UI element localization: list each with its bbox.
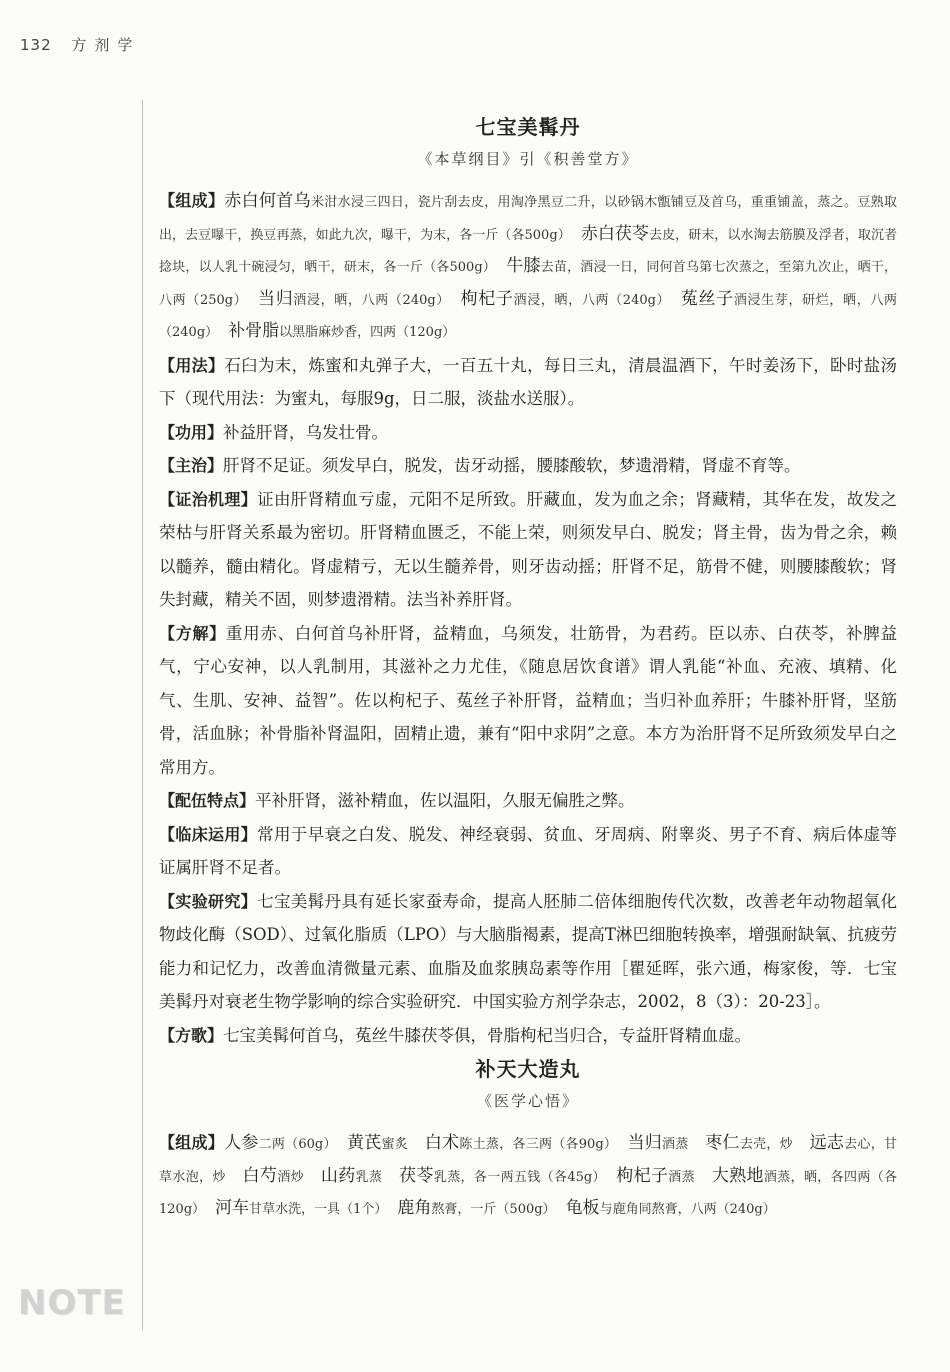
herb-note: 二两（60g） (258, 1137, 331, 1152)
formula-title: 七宝美髯丹 (475, 115, 581, 139)
composition-list (159, 1133, 897, 1217)
section-text: 重用赤、白何首乌补肝肾，益精血，乌须发，壮筋骨，为君药。臣以赤、白茯苓，补脾益气，宁心安神，以人乳制用，其滋补之力尤佳，《随息居饮食谱》谓人乳能“补血、充液、填精、化气、生肌、安神、益智”。佐以枸杞子、菟丝子补肝肾，益精血；当归补血养肝；牛膝补肝肾，坚筋骨，活血脉；补骨脂补肾温阳，固精止遗，兼有“阳中求阴”之意。本方为治肝肾不足所致须发早白之常用方。 (159, 623, 897, 777)
section-text: 平补肝肾，滋补精血，佐以温阳，久服无偏胜之弊。 (255, 791, 635, 810)
formula-sections (159, 349, 897, 1053)
book-title: 方剂学 (71, 36, 141, 54)
section-label: 【实验研究】 (159, 891, 258, 911)
section-text: 肝肾不足证。须发早白，脱发，齿牙动摇，腰膝酸软，梦遗滑精，肾虚不育等。 (223, 456, 801, 475)
herb-name: 河车 (215, 1198, 250, 1218)
herb-name: 赤白茯苓 (580, 223, 650, 244)
composition-section (159, 186, 897, 349)
herb-note: 酒炒 (277, 1169, 305, 1185)
herb-note: 乳蒸 (355, 1169, 383, 1185)
formula-section (159, 818, 897, 885)
page-content (159, 110, 897, 1226)
formula-source: 《本草纲目》引《积善堂方》 (417, 150, 639, 168)
herb-name: 补骨脂 (228, 321, 280, 341)
page-number: 132 (20, 36, 52, 54)
herb-note: 去苗，酒浸一日，同何首乌第七次蒸之，至第九次止，晒干，八两（250g） (159, 260, 898, 308)
herb-name: 当归 (627, 1133, 662, 1153)
section-text: 七宝美髯何首乌，菟丝牛膝茯苓俱，骨脂枸杞当归合，专益肝肾精血虚。 (223, 1025, 752, 1045)
herb-name: 白术 (424, 1133, 460, 1153)
section-label: 【方歌】 (159, 1025, 224, 1045)
herb-note: 去心，甘草水泡，炒 (159, 1137, 897, 1185)
herb-name: 山药 (320, 1165, 356, 1186)
herb-note: 酒浸，晒，八两（240g） (293, 292, 444, 308)
note-watermark: NOTE (18, 1283, 126, 1323)
section-label: 【功用】 (159, 422, 224, 442)
herb-name: 龟板 (565, 1198, 600, 1218)
section-text: 七宝美髯丹具有延长家蚕寿命，提高人胚肺二倍体细胞传代次数，改善老年动物超氧化物歧化酶（SOD）、过氧化脂质（LPO）与大脑脂褐素，提高T淋巴细胞转换率，增强耐缺氧、抗疲劳能力和记忆力，改善血清微量元素、血脂及血浆胰岛素等作用［瞿延晖，张六通，梅家俊，等．七宝美髯丹对衰老生物学影响的综合实验研究．中国实验方剂学杂志，2002，8（3）：20-23］。 (159, 891, 897, 1011)
herb-name: 白芍 (242, 1165, 278, 1186)
section-label: 【临床运用】 (159, 824, 258, 844)
herb-note: 酒蒸，晒，各四两（各120g） (159, 1169, 898, 1217)
herb-note: 酒浸，晒，八两（240g） (513, 292, 664, 308)
section-label: 【主治】 (159, 456, 224, 475)
formula-title: 补天大造丸 (475, 1057, 581, 1081)
herb-name: 枸杞子 (616, 1165, 669, 1186)
herb-name: 枸杞子 (460, 288, 514, 309)
herb-name: 当归 (258, 288, 294, 309)
herb-name: 远志 (809, 1133, 845, 1153)
herb-note: 以黑脂麻炒香，四两（120g） (279, 325, 449, 340)
herb-name: 黄芪 (347, 1133, 382, 1153)
herb-note: 乳蒸，各一两五钱（各45g） (433, 1169, 600, 1185)
formula-section (159, 784, 897, 818)
herb-note: 酒蒸 (661, 1137, 689, 1152)
herb-name: 人参 (224, 1133, 259, 1153)
herb-note: 陈土蒸，各三两（各90g） (459, 1137, 611, 1152)
formula-section (159, 617, 897, 785)
formula-section (159, 449, 897, 483)
herb-note: 去壳，炒 (739, 1137, 793, 1152)
section-label: 【组成】 (159, 1133, 225, 1152)
herb-name: 鹿角 (397, 1198, 432, 1218)
herb-name: 茯苓 (399, 1165, 434, 1186)
section-label: 【用法】 (159, 355, 225, 375)
page-header (20, 34, 140, 55)
composition-section (159, 1128, 897, 1226)
formula-section (159, 885, 897, 1019)
formula-section (159, 349, 897, 416)
formula-section (159, 416, 897, 450)
section-text: 补益肝肾，乌发壮骨。 (223, 422, 389, 442)
composition-list (159, 191, 897, 340)
formula-section (159, 1019, 897, 1053)
herb-note: 甘草水洗，一具（1个） (249, 1202, 381, 1217)
section-label: 【方解】 (159, 623, 226, 643)
herb-note: 蜜炙 (381, 1137, 409, 1152)
section-text: 证由肝肾精血亏虚，元阳不足所致。肝藏血，发为血之余；肾藏精，其华在发，故发之荣枯与肝肾关系最为密切。肝肾精血匮乏，不能上荣，则须发早白、脱发；肾主骨，齿为骨之余，赖以髓养，髓由精化。肾虚精亏，无以生髓养骨，则牙齿动摇；肝肾不足，筋骨不健，则腰膝酸软；肾失封藏，精关不固，则梦遗滑精。法当补养肝肾。 (159, 489, 897, 609)
herb-note: 酒蒸 (668, 1169, 695, 1185)
formula-section (159, 483, 897, 617)
herb-name: 大熟地 (711, 1165, 764, 1186)
herb-note: 酒浸生芽，研烂，晒，八两（240g） (159, 292, 898, 340)
section-label: 【证治机理】 (159, 489, 258, 509)
section-text: 常用于早衰之白发、脱发、神经衰弱、贫血、牙周病、附睾炎、男子不育、病后体虚等证属肝肾不足者。 (159, 824, 897, 877)
herb-name: 牛膝 (506, 256, 541, 276)
herb-note: 米泔水浸三四日，瓷片刮去皮，用淘净黑豆二升，以砂锅木甑铺豆及首乌，重重铺盖，蒸之。豆熟取出，去豆曝干，换豆再蒸，如此九次，曝干，为末，各一斤（各500g） (159, 195, 897, 243)
section-label: 【组成】 (159, 191, 225, 210)
herb-name: 赤白何首乌 (224, 191, 311, 211)
section-text: 石臼为末，炼蜜和丸弹子大，一百五十丸，每日三丸，清晨温酒下，午时姜汤下，卧时盐汤下（现代用法：为蜜丸，每服9g，日二服，淡盐水送服）。 (159, 355, 897, 408)
herb-note: 与鹿角同熬膏，八两（240g） (599, 1202, 770, 1217)
formula-source: 《医学心悟》 (476, 1092, 579, 1110)
section-label: 【配伍特点】 (159, 791, 256, 810)
margin-rule (142, 100, 143, 1330)
herb-name: 菟丝子 (680, 288, 734, 309)
herb-note: 熬膏，一斤（500g） (431, 1202, 550, 1217)
herb-name: 枣仁 (705, 1133, 740, 1153)
herb-note: 去皮，研末，以水淘去筋膜及浮者，取沉者捻块，以人乳十碗浸匀，晒干，研末，各一斤（各500g） (159, 227, 897, 275)
